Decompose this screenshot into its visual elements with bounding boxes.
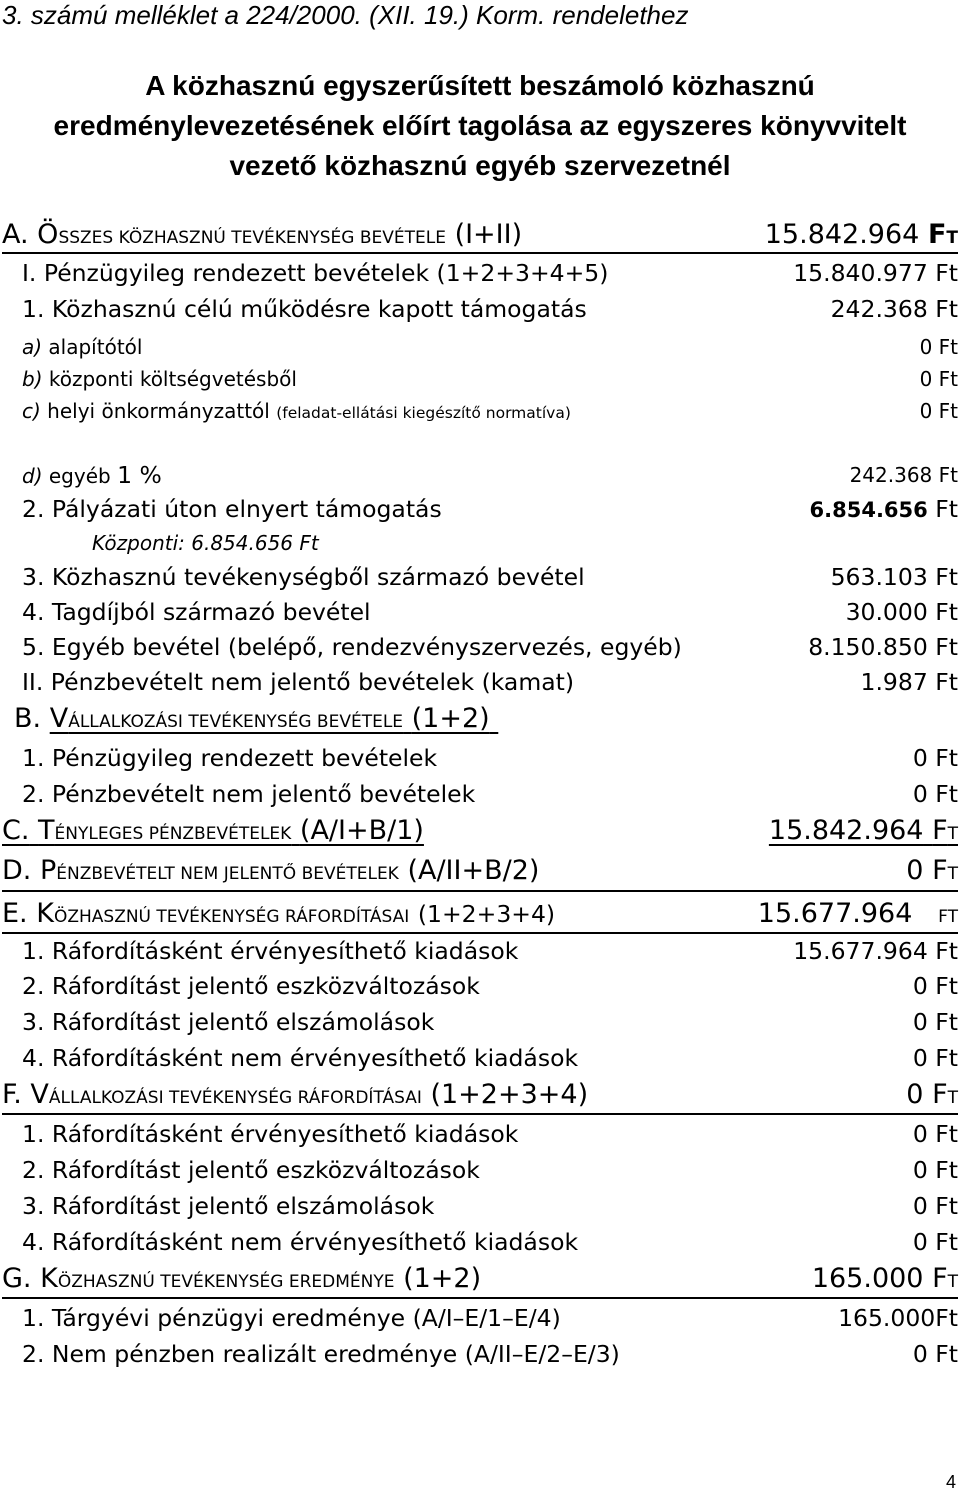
row-g-2-label: 2. Nem pénzben realizált eredménye (A/II–E/2–E/3) xyxy=(22,1340,620,1368)
row-a-1c-value: 0 Ft xyxy=(919,399,958,423)
row-a-i xyxy=(0,256,960,290)
row-f-4-label: 4. Ráfordításként nem érvényesíthető kiadások xyxy=(22,1228,579,1256)
row-a-1d-value: 242.368 Ft xyxy=(849,463,958,487)
section-c-formula: (A/I+B/1) xyxy=(299,815,424,846)
title-line-3: vezető közhasznú egyéb szervezetnél xyxy=(229,150,731,181)
section-g-title: ÖZHASZNÚ TEVÉKENYSÉG EREDMÉNYE xyxy=(57,1272,395,1292)
section-b-heading xyxy=(0,702,960,736)
section-d-unit-rest: T xyxy=(947,864,958,884)
section-f-heading xyxy=(0,1078,960,1112)
row-a-5-label: 5. Egyéb bevétel (belépő, rendezvényszervezés, egyéb) xyxy=(22,633,682,661)
row-e-1-value: 15.677.964 Ft xyxy=(793,937,958,965)
row-e-1-label: 1. Ráfordításként érvényesíthető kiadások xyxy=(22,937,519,965)
row-a-1a-prefix: a) xyxy=(22,335,43,359)
row-b-2-value: 0 Ft xyxy=(912,780,958,808)
row-a-1c-note: (feladat-ellátási kiegészítő normatíva) xyxy=(276,404,571,422)
section-g-value: 165.000 xyxy=(811,1263,924,1294)
section-c-letter: C. xyxy=(2,815,30,846)
section-f-unit-rest: T xyxy=(947,1088,958,1108)
row-a-1d-prefix: d) xyxy=(22,464,43,488)
section-e-unit: FT xyxy=(938,907,958,927)
section-a-title: SSZES KÖZHASZNÚ TEVÉKENYSÉG BEVÉTELE xyxy=(58,228,446,248)
section-d-letter: D. xyxy=(2,855,32,886)
row-a-i-label: I. Pénzügyileg rendezett bevételek (1+2+3+4+5) xyxy=(22,259,609,287)
row-e-4 xyxy=(0,1041,960,1075)
row-b-2-label: 2. Pénzbevételt nem jelentő bevételek xyxy=(22,780,476,808)
row-g-2-value: 0 Ft xyxy=(912,1340,958,1368)
row-g-1-value: 165.000Ft xyxy=(838,1304,958,1332)
title-line-1: A közhasznú egyszerűsített beszámoló közhasznú xyxy=(145,70,815,101)
section-a-rule xyxy=(2,252,958,254)
section-g-letter: G. xyxy=(2,1263,32,1294)
row-f-3-label: 3. Ráfordítást jelentő elszámolások xyxy=(22,1192,435,1220)
row-a-3-value: 563.103 Ft xyxy=(830,563,958,591)
section-d-title: ÉNZBEVÉTELT NEM JELENTŐ BEVÉTELEK xyxy=(56,864,399,884)
section-g-heading xyxy=(0,1262,960,1296)
row-a-ii xyxy=(0,665,960,699)
row-a-i-value: 15.840.977 Ft xyxy=(793,259,958,287)
row-a-2 xyxy=(0,492,960,526)
section-f-title: ÁLLALKOZÁSI TEVÉKENYSÉG RÁFORDÍTÁSAI xyxy=(48,1088,422,1108)
row-a-4 xyxy=(0,595,960,629)
section-c-unit: F xyxy=(932,815,948,846)
section-d-unit: F xyxy=(932,855,948,886)
row-a-4-value: 30.000 Ft xyxy=(845,598,958,626)
row-a-1a xyxy=(0,330,960,364)
section-g-rule xyxy=(2,1297,958,1299)
section-b-title: ÁLLALKOZÁSI TEVÉKENYSÉG BEVÉTELE xyxy=(68,712,404,732)
section-e-letter: E. xyxy=(2,898,28,929)
section-f-rule xyxy=(2,1113,958,1115)
row-a-2-note-label: Központi: 6.854.656 Ft xyxy=(92,531,319,555)
row-f-3 xyxy=(0,1189,960,1223)
row-a-1b-value: 0 Ft xyxy=(919,367,958,391)
section-b-cap: V xyxy=(49,703,69,734)
row-a-1c-label: helyi önkormányzattól xyxy=(47,399,270,423)
row-e-3 xyxy=(0,1005,960,1039)
row-e-2-value: 0 Ft xyxy=(912,972,958,1000)
row-a-3 xyxy=(0,560,960,594)
row-a-1d xyxy=(0,458,960,492)
section-e-formula: (1+2+3+4) xyxy=(417,900,556,928)
row-f-2-label: 2. Ráfordítást jelentő eszközváltozások xyxy=(22,1156,480,1184)
row-f-1-label: 1. Ráfordításként érvényesíthető kiadások xyxy=(22,1120,519,1148)
section-f-cap: V xyxy=(30,1079,49,1110)
row-a-5 xyxy=(0,630,960,664)
row-a-1b-prefix: b) xyxy=(22,367,43,391)
row-f-4 xyxy=(0,1225,960,1259)
section-g-unit: F xyxy=(932,1263,948,1294)
row-e-4-label: 4. Ráfordításként nem érvényesíthető kiadások xyxy=(22,1044,579,1072)
row-f-1 xyxy=(0,1117,960,1151)
row-a-1b-label: központi költségvetésből xyxy=(48,367,297,391)
document-title xyxy=(0,66,960,186)
section-e-title: ÖZHASZNÚ TEVÉKENYSÉG RÁFORDÍTÁSAI xyxy=(53,907,410,927)
row-a-1-label: 1. Közhasznú célú működésre kapott támogatás xyxy=(22,295,587,323)
section-e-value: 15.677.964 xyxy=(757,898,913,929)
row-a-2-value: 6.854.656 xyxy=(809,498,928,522)
row-a-1 xyxy=(0,292,960,326)
row-a-1d-extra: 1 % xyxy=(117,461,162,489)
row-f-2 xyxy=(0,1153,960,1187)
row-a-1c xyxy=(0,394,960,428)
section-e-cap: K xyxy=(36,898,54,929)
row-a-3-label: 3. Közhasznú tevékenységből származó bevétel xyxy=(22,563,585,591)
section-a-value: 15.842.964 xyxy=(764,219,920,250)
row-a-2-note xyxy=(0,526,960,560)
row-e-2 xyxy=(0,969,960,1003)
row-b-1-value: 0 Ft xyxy=(912,744,958,772)
row-a-1b xyxy=(0,362,960,396)
section-a-cap: Ö xyxy=(37,219,59,250)
row-a-1d-label: egyéb xyxy=(48,464,111,488)
row-e-4-value: 0 Ft xyxy=(912,1044,958,1072)
section-f-formula: (1+2+3+4) xyxy=(430,1079,589,1110)
section-a-unit: F xyxy=(927,219,947,250)
section-g-cap: K xyxy=(40,1263,58,1294)
row-a-1c-prefix: c) xyxy=(22,399,41,423)
section-d-heading xyxy=(0,854,960,888)
row-a-5-value: 8.150.850 Ft xyxy=(808,633,958,661)
row-a-1a-value: 0 Ft xyxy=(919,335,958,359)
section-d-rule xyxy=(2,890,958,892)
row-a-ii-value: 1.987 Ft xyxy=(860,668,958,696)
document-header: 3. számú melléklet a 224/2000. (XII. 19.) Korm. rendelethez xyxy=(2,0,689,30)
row-g-1 xyxy=(0,1301,960,1335)
section-b-formula: (1+2) xyxy=(411,703,490,734)
row-g-2 xyxy=(0,1337,960,1371)
row-b-1 xyxy=(0,741,960,775)
section-b-letter: B. xyxy=(14,703,42,734)
section-c-value: 15.842.964 xyxy=(768,815,924,846)
section-a-heading xyxy=(0,218,960,252)
row-a-2-label: 2. Pályázati úton elnyert támogatás xyxy=(22,495,442,523)
row-a-4-label: 4. Tagdíjból származó bevétel xyxy=(22,598,371,626)
page-number: 4 xyxy=(945,1472,956,1492)
section-f-value: 0 xyxy=(906,1079,924,1110)
section-c-heading xyxy=(0,814,960,848)
section-g-unit-rest: T xyxy=(947,1272,958,1292)
row-b-2 xyxy=(0,777,960,811)
row-b-1-label: 1. Pénzügyileg rendezett bevételek xyxy=(22,744,438,772)
section-d-cap: P xyxy=(39,855,57,886)
row-a-1-value: 242.368 Ft xyxy=(830,295,958,323)
section-c-title: ÉNYLEGES PÉNZBEVÉTELEK xyxy=(54,824,292,844)
section-f-letter: F. xyxy=(2,1079,22,1110)
section-g-formula: (1+2) xyxy=(403,1263,482,1294)
row-e-3-label: 3. Ráfordítást jelentő elszámolások xyxy=(22,1008,435,1036)
row-a-ii-label: II. Pénzbevételt nem jelentő bevételek (kamat) xyxy=(22,668,575,696)
section-e-heading xyxy=(0,897,960,931)
row-a-2-unit: Ft xyxy=(935,495,958,523)
section-d-formula: (A/II+B/2) xyxy=(407,855,540,886)
section-f-unit: F xyxy=(932,1079,948,1110)
section-a-formula: (I+II) xyxy=(454,219,523,250)
section-a-unit-rest: T xyxy=(946,228,958,248)
row-f-4-value: 0 Ft xyxy=(912,1228,958,1256)
row-a-1a-label: alapítótól xyxy=(48,335,143,359)
row-e-2-label: 2. Ráfordítást jelentő eszközváltozások xyxy=(22,972,480,1000)
row-e-3-value: 0 Ft xyxy=(912,1008,958,1036)
section-d-value: 0 xyxy=(906,855,924,886)
title-line-2: eredménylevezetésének előírt tagolása az egyszeres könyvvitelt xyxy=(53,110,907,141)
row-f-3-value: 0 Ft xyxy=(912,1192,958,1220)
section-c-unit-rest: T xyxy=(947,824,958,844)
row-f-1-value: 0 Ft xyxy=(912,1120,958,1148)
section-c-cap: T xyxy=(38,815,55,846)
row-f-2-value: 0 Ft xyxy=(912,1156,958,1184)
row-g-1-label: 1. Tárgyévi pénzügyi eredménye (A/I–E/1–E/4) xyxy=(22,1304,561,1332)
row-e-1 xyxy=(0,934,960,968)
section-a-letter: A. xyxy=(2,219,29,250)
